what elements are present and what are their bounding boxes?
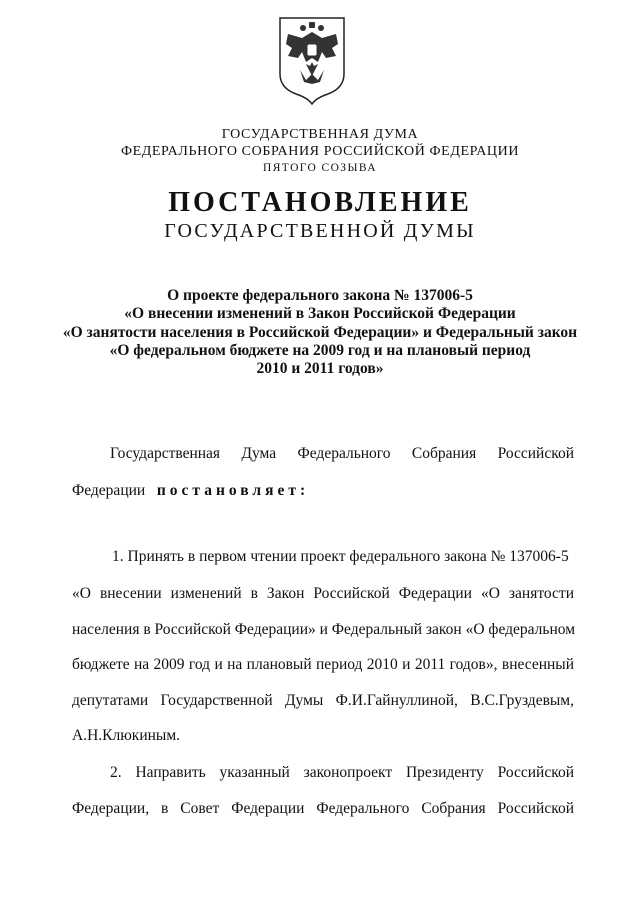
bill-title-line: «О занятости населения в Российской Федерации» и Федеральный закон [62,324,578,341]
header-line-assembly: ФЕДЕРАЛЬНОГО СОБРАНИЯ РОССИЙСКОЙ ФЕДЕРАЦИИ [120,144,520,159]
item1-line: «О внесении изменений в Закон Российской Федерации «О занятости [72,585,574,602]
item2-line: 2. Направить указанный законопроект Президенту Российской [110,764,574,781]
header-line-duma: ГОСУДАРСТВЕННАЯ ДУМА [221,127,419,142]
preamble-line [72,481,574,501]
coat-of-arms-icon [276,14,348,106]
bill-title-line: 2010 и 2011 годов» [256,360,384,377]
document-title: ПОСТАНОВЛЕНИЕ [168,187,472,218]
item1-line: депутатами Государственной Думы Ф.И.Гайнуллиной, В.С.Груздевым, [72,692,574,709]
preamble-subject: Федерации [72,482,146,499]
preamble-keyword: постановляет: [156,482,310,499]
bill-title-line: «О федеральном бюджете на 2009 год и на плановый период [109,342,531,359]
item1-line: А.Н.Клюкиным. [72,727,181,744]
item1-line: бюджете на 2009 год и на плановый период 2010 и 2011 годов», внесенный [72,656,574,673]
item1-line: 1. Принять в первом чтении проект федерального закона № 137006-5 [112,548,569,565]
preamble-line: Государственная Дума Федерального Собрания Российской [110,445,574,462]
item2-line: Федерации, в Совет Федерации Федерального Собрания Российской [72,800,574,817]
bill-title-line: «О внесении изменений в Закон Российской Федерации [124,305,516,322]
item1-line: населения в Российской Федерации» и Федеральный закон «О федеральном [72,621,576,638]
header-line-convocation: ПЯТОГО СОЗЫВА [263,162,377,174]
document-subtitle: ГОСУДАРСТВЕННОЙ ДУМЫ [164,220,476,242]
bill-title-line: О проекте федерального закона № 137006-5 [167,287,473,304]
